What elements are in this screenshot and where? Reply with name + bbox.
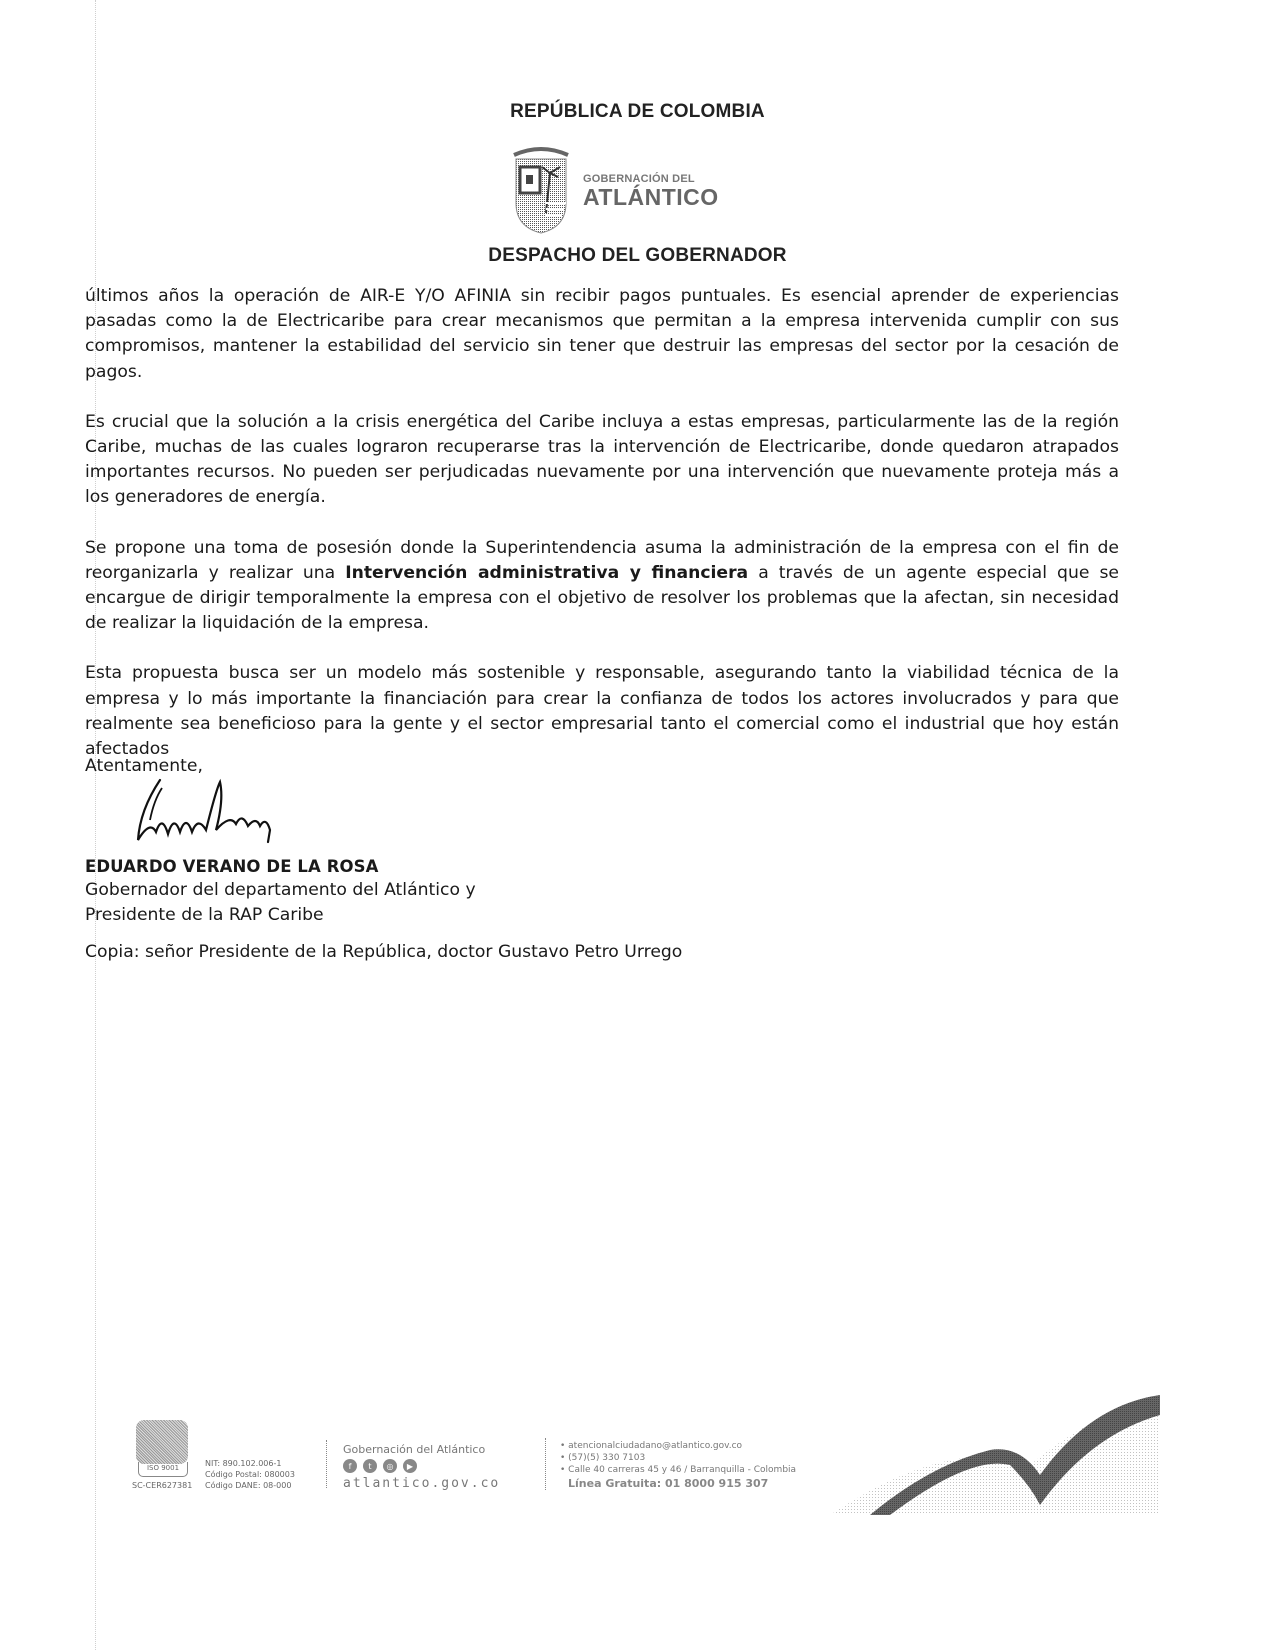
government-logo [510,143,750,235]
nit: NIT: 890.102.006-1 [205,1459,282,1468]
signature-icon [120,770,310,860]
dane-code: Código DANE: 08-000 [205,1481,292,1490]
phone: • (57)(5) 330 7103 [560,1453,646,1463]
paragraph-3-emphasis: Intervención administrativa y financiera [345,562,749,583]
logo-subtitle: GOBERNACIÓN DEL [583,173,695,185]
footer-divider [545,1438,546,1490]
social-icons [343,1459,500,1473]
paragraph-4: Esta propuesta busca ser un modelo más sostenible y responsable, asegurando tanto la viabilidad técnica de la empresa y lo más importante la financiación para crear la confianza de todos los actores involucrados y para que realmente sea beneficioso para la gente y el sector empresarial tanto el comercial como el industrial que hoy están afectados [85,663,1119,760]
office-heading: DESPACHO DEL GOBERNADOR [488,245,787,266]
org-block [343,1443,500,1491]
signer-role-1: Gobernador del departamento del Atlántico y [85,880,476,900]
logo-title: ATLÁNTICO [583,184,719,210]
signer-name: EDUARDO VERANO DE LA ROSA [85,857,379,876]
copy-recipient: Copia: señor Presidente de la República, doctor Gustavo Petro Urrego [85,942,683,962]
paragraph-1: últimos años la operación de AIR-E Y/O AFINIA sin recibir pagos puntuales. Es esencial aprender de experiencias pasadas como la de Electricaribe para crear mecanismos que permitan a la empresa intervenida cumplir con sus compromisos, mantener la estabilidad del servicio sin tener que destruir las empresas del sector por la cesación de pagos. [85,286,1119,382]
flag-wave-icon [830,1395,1160,1515]
address: • Calle 40 carreras 45 y 46 / Barranquilla - Colombia [560,1465,797,1475]
iso-label: ISO 9001 [138,1462,188,1477]
instagram-icon[interactable]: ◎ [383,1459,397,1473]
coat-of-arms-icon [510,143,572,235]
closing: Atentamente, [85,756,203,776]
paragraph-3-end: a través de un agente especial que se encargue de dirigir temporalmente la empresa con el objetivo de resolver los problemas que la afectan, sin necesidad de realizar la liquidación de la empresa. [85,562,1119,634]
letter-body [85,284,1119,787]
org-ids [205,1458,295,1491]
paragraph-2: Es crucial que la solución a la crisis energética del Caribe incluya a estas empresas, particularmente las de la región Caribe, muchas de las cuales lograron recuperarse tras la intervención de Electricaribe, donde quedaron atrapados importantes recursos. No pueden ser perjudicadas nuevamente por una intervención que nuevamente proteja más a los generadores de energía. [85,411,1119,508]
email-link[interactable]: • atencionalciudadano@atlantico.gov.co [560,1441,743,1451]
twitter-icon[interactable]: t [363,1459,377,1473]
paragraph-3 [85,536,1119,637]
iso-code: SC-CER627381 [132,1481,193,1490]
signer-role-2: Presidente de la RAP Caribe [85,905,324,925]
facebook-icon[interactable]: f [343,1459,357,1473]
signer-block [85,855,476,928]
postal-code: Código Postal: 080003 [205,1470,295,1479]
iso-certification-icon [136,1420,188,1464]
contact-block [560,1440,796,1491]
youtube-icon[interactable]: ▶ [403,1459,417,1473]
website-link[interactable]: atlantico.gov.co [343,1476,501,1491]
footer-divider [326,1440,327,1488]
org-name: Gobernación del Atlántico [343,1443,486,1456]
paragraph-3-start: Se propone una toma de posesión donde la Superintendencia asuma la administración de la empresa con el fin de reorganizarla y realizar una [85,537,1119,583]
country-heading: REPÚBLICA DE COLOMBIA [510,101,765,122]
hotline: Línea Gratuita: 01 8000 915 307 [568,1477,769,1490]
